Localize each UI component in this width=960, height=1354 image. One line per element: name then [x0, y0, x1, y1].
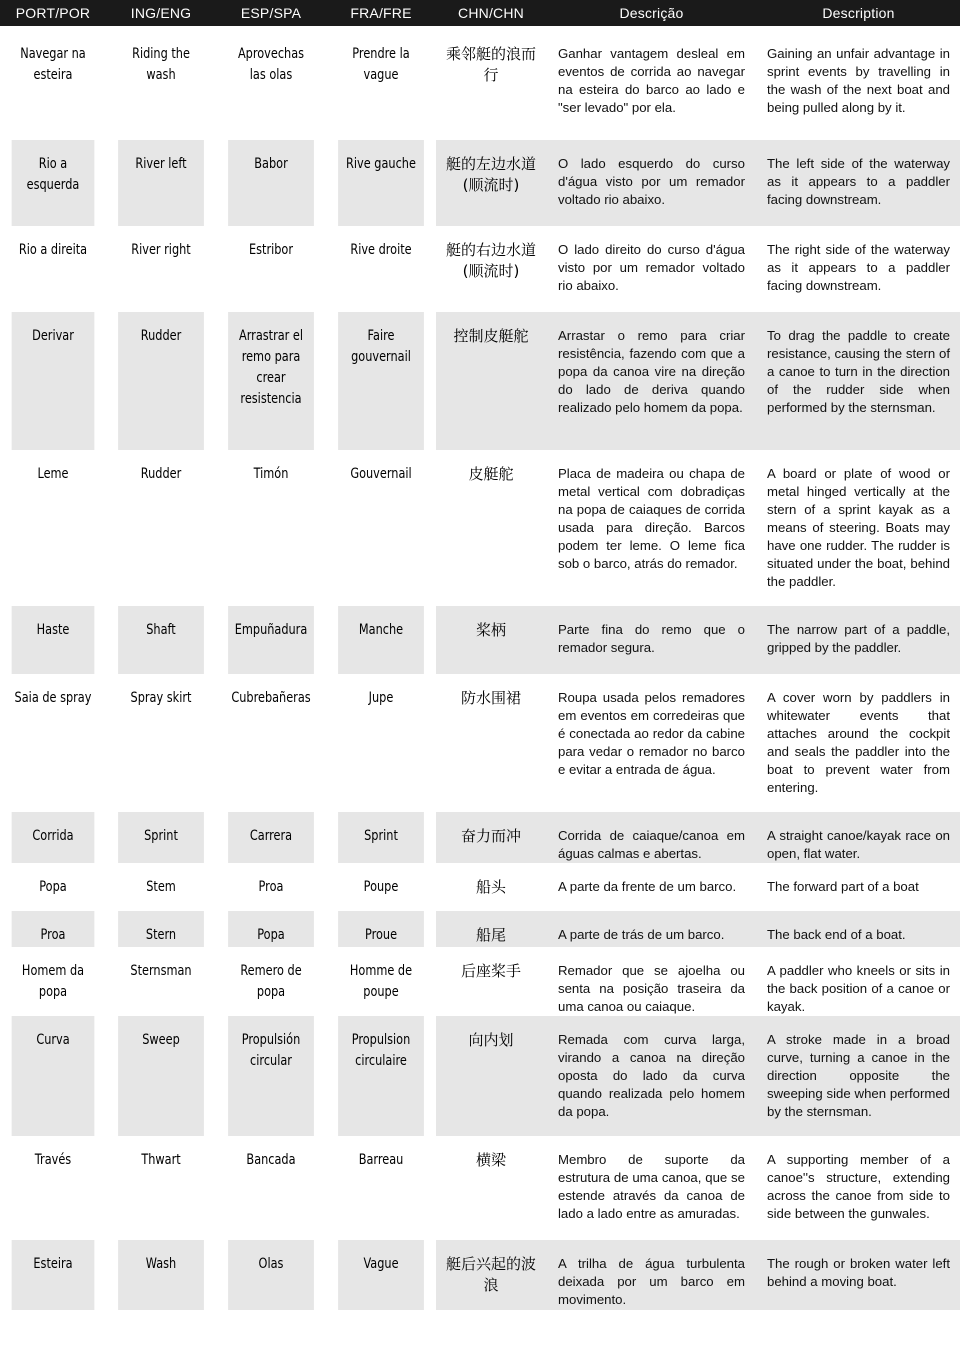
term-fra: Gouvernail	[338, 450, 424, 606]
term-port: Saia de spray	[12, 674, 95, 812]
term-spa: Estribor	[228, 226, 314, 312]
header-spa: ESP/SPA	[216, 0, 326, 26]
description-pt: O lado esquerdo do curso d'água visto por um remador voltado rio abaixo.	[546, 140, 757, 226]
table-row	[0, 312, 960, 450]
table-row	[0, 1240, 960, 1310]
term-port: Través	[12, 1136, 95, 1240]
description-pt: Arrastar o remo para criar resistência, fazendo com que a popa da canoa vire na direção do lado de deriva quando realizado pelo homem da popa.	[546, 312, 757, 450]
term-chn: 防水围裙	[436, 674, 546, 812]
description-pt: Remador que se ajoelha ou senta na posição traseira da uma canoa ou caiaque.	[546, 947, 757, 1016]
term-eng: Stern	[118, 911, 204, 947]
term-fra: Barreau	[338, 1136, 424, 1240]
term-chn: 后座桨手	[436, 947, 546, 1016]
term-eng: Spray skirt	[118, 674, 204, 812]
header-row	[0, 0, 960, 26]
term-eng: Wash	[118, 1240, 204, 1310]
description-pt: Parte fina do remo que o remador segura.	[546, 606, 757, 674]
term-spa: Cubrebañeras	[228, 674, 314, 812]
header-desc-pt: Descrição	[546, 0, 757, 26]
table-row	[0, 947, 960, 1016]
term-fra: Faire gouvernail	[338, 312, 424, 450]
term-eng: Riding the wash	[118, 26, 204, 140]
term-fra: Proue	[338, 911, 424, 947]
table-row	[0, 1016, 960, 1136]
term-eng: Sternsman	[118, 947, 204, 1016]
table-row	[0, 140, 960, 226]
header-fra: FRA/FRE	[326, 0, 436, 26]
term-eng: Thwart	[118, 1136, 204, 1240]
term-spa: Propulsión circular	[228, 1016, 314, 1136]
table-row	[0, 674, 960, 812]
term-spa: Remero de popa	[228, 947, 314, 1016]
header-desc-en: Description	[757, 0, 960, 26]
term-fra: Homme de poupe	[338, 947, 424, 1016]
term-chn: 奋力而冲	[436, 812, 546, 863]
description-en: A paddler who kneels or sits in the back position of a canoe or kayak.	[757, 947, 960, 1016]
term-fra: Propulsion circulaire	[338, 1016, 424, 1136]
term-chn: 乘邻艇的浪而行	[436, 26, 546, 140]
term-chn: 船尾	[436, 911, 546, 947]
description-en: A stroke made in a broad curve, turning a canoe in the direction opposite the sweeping side when performed by the sternsman.	[757, 1016, 960, 1136]
description-en: The left side of the waterway as it appears to a paddler facing downstream.	[757, 140, 960, 226]
table-row	[0, 450, 960, 606]
term-spa: Carrera	[228, 812, 314, 863]
term-chn: 控制皮艇舵	[436, 312, 546, 450]
term-spa: Babor	[228, 140, 314, 226]
term-port: Curva	[12, 1016, 95, 1136]
term-chn: 艇的左边水道(顺流时)	[436, 140, 546, 226]
term-port: Derivar	[12, 312, 95, 450]
description-en: The forward part of a boat	[757, 863, 960, 911]
term-port: Haste	[12, 606, 95, 674]
term-port: Leme	[12, 450, 95, 606]
table-row	[0, 1136, 960, 1240]
term-fra: Rive gauche	[338, 140, 424, 226]
term-chn: 艇后兴起的波浪	[436, 1240, 546, 1310]
term-fra: Vague	[338, 1240, 424, 1310]
description-en: A board or plate of wood or metal hinged vertically at the stern of a sprint kayak as a means of steering. Boats may have one rudder. The rudder is situated under the boat, behind the paddler.	[757, 450, 960, 606]
term-spa: Popa	[228, 911, 314, 947]
table-row	[0, 863, 960, 911]
term-eng: Rudder	[118, 312, 204, 450]
description-en: To drag the paddle to create resistance, causing the stern of a canoe to turn in the direction of the rudder side when performed by the sternsman.	[757, 312, 960, 450]
table-row	[0, 606, 960, 674]
term-eng: River left	[118, 140, 204, 226]
description-pt: Roupa usada pelos remadores em eventos em corredeiras que é conectada ao redor da cabine para vedar o remador no barco e evitar a entrada de água.	[546, 674, 757, 812]
description-en: The right side of the waterway as it appears to a paddler facing downstream.	[757, 226, 960, 312]
term-spa: Bancada	[228, 1136, 314, 1240]
description-pt: Membro de suporte da estrutura de uma canoa, que se estende através da canoa de lado a lado entre as amuradas.	[546, 1136, 757, 1240]
term-fra: Prendre la vague	[338, 26, 424, 140]
term-port: Corrida	[12, 812, 95, 863]
term-eng: Shaft	[118, 606, 204, 674]
term-port: Proa	[12, 911, 95, 947]
description-en: The rough or broken water left behind a moving boat.	[757, 1240, 960, 1310]
term-eng: Rudder	[118, 450, 204, 606]
description-pt: O lado direito do curso d'água visto por um remador voltado rio abaixo.	[546, 226, 757, 312]
term-spa: Proa	[228, 863, 314, 911]
term-chn: 艇的右边水道(顺流时)	[436, 226, 546, 312]
table-row	[0, 26, 960, 140]
term-port: Homem da popa	[12, 947, 95, 1016]
term-fra: Rive droite	[338, 226, 424, 312]
term-eng: River right	[118, 226, 204, 312]
term-spa: Empuñadura	[228, 606, 314, 674]
term-spa: Timón	[228, 450, 314, 606]
description-en: A cover worn by paddlers in whitewater events that attaches around the cockpit and seals the paddler into the boat to prevent water from entering.	[757, 674, 960, 812]
term-chn: 横梁	[436, 1136, 546, 1240]
table-row	[0, 226, 960, 312]
term-port: Rio a direita	[12, 226, 95, 312]
term-spa: Aprovechas las olas	[228, 26, 314, 140]
header-port: PORT/POR	[0, 0, 106, 26]
term-eng: Sweep	[118, 1016, 204, 1136]
description-en: The narrow part of a paddle, gripped by the paddler.	[757, 606, 960, 674]
header-chn: CHN/CHN	[436, 0, 546, 26]
description-pt: A parte da frente de um barco.	[546, 863, 757, 911]
term-spa: Olas	[228, 1240, 314, 1310]
description-en: A supporting member of a canoe''s structure, extending across the canoe from side to side between the gunwales.	[757, 1136, 960, 1240]
term-fra: Poupe	[338, 863, 424, 911]
description-pt: Placa de madeira ou chapa de metal vertical com dobradiças na popa de caiaques de corrida usada para direção. Barcos podem ter leme. O leme fica sob o barco, atrás do remador.	[546, 450, 757, 606]
term-port: Navegar na esteira	[12, 26, 95, 140]
header-eng: ING/ENG	[106, 0, 216, 26]
description-pt: A parte de trás de um barco.	[546, 911, 757, 947]
term-fra: Jupe	[338, 674, 424, 812]
description-pt: Remada com curva larga, virando a canoa na direção oposta do lado da curva quando realizada pelo homem da popa.	[546, 1016, 757, 1136]
term-port: Esteira	[12, 1240, 95, 1310]
description-en: Gaining an unfair advantage in sprint events by travelling in the wash of the next boat and being pulled along by it.	[757, 26, 960, 140]
term-port: Popa	[12, 863, 95, 911]
table-row	[0, 911, 960, 947]
term-fra: Manche	[338, 606, 424, 674]
term-eng: Sprint	[118, 812, 204, 863]
term-fra: Sprint	[338, 812, 424, 863]
term-chn: 船头	[436, 863, 546, 911]
description-en: A straight canoe/kayak race on open, flat water.	[757, 812, 960, 863]
term-spa: Arrastrar el remo para crear resistencia	[228, 312, 314, 450]
term-chn: 向内划	[436, 1016, 546, 1136]
term-port: Rio a esquerda	[12, 140, 95, 226]
term-eng: Stem	[118, 863, 204, 911]
term-chn: 桨柄	[436, 606, 546, 674]
description-pt: Ganhar vantagem desleal em eventos de corrida ao navegar na esteira do barco ao lado e "ser levado" por ela.	[546, 26, 757, 140]
description-pt: A trilha de água turbulenta deixada por um barco em movimento.	[546, 1240, 757, 1310]
table-row	[0, 812, 960, 863]
description-pt: Corrida de caiaque/canoa em águas calmas e abertas.	[546, 812, 757, 863]
term-chn: 皮艇舵	[436, 450, 546, 606]
description-en: The back end of a boat.	[757, 911, 960, 947]
